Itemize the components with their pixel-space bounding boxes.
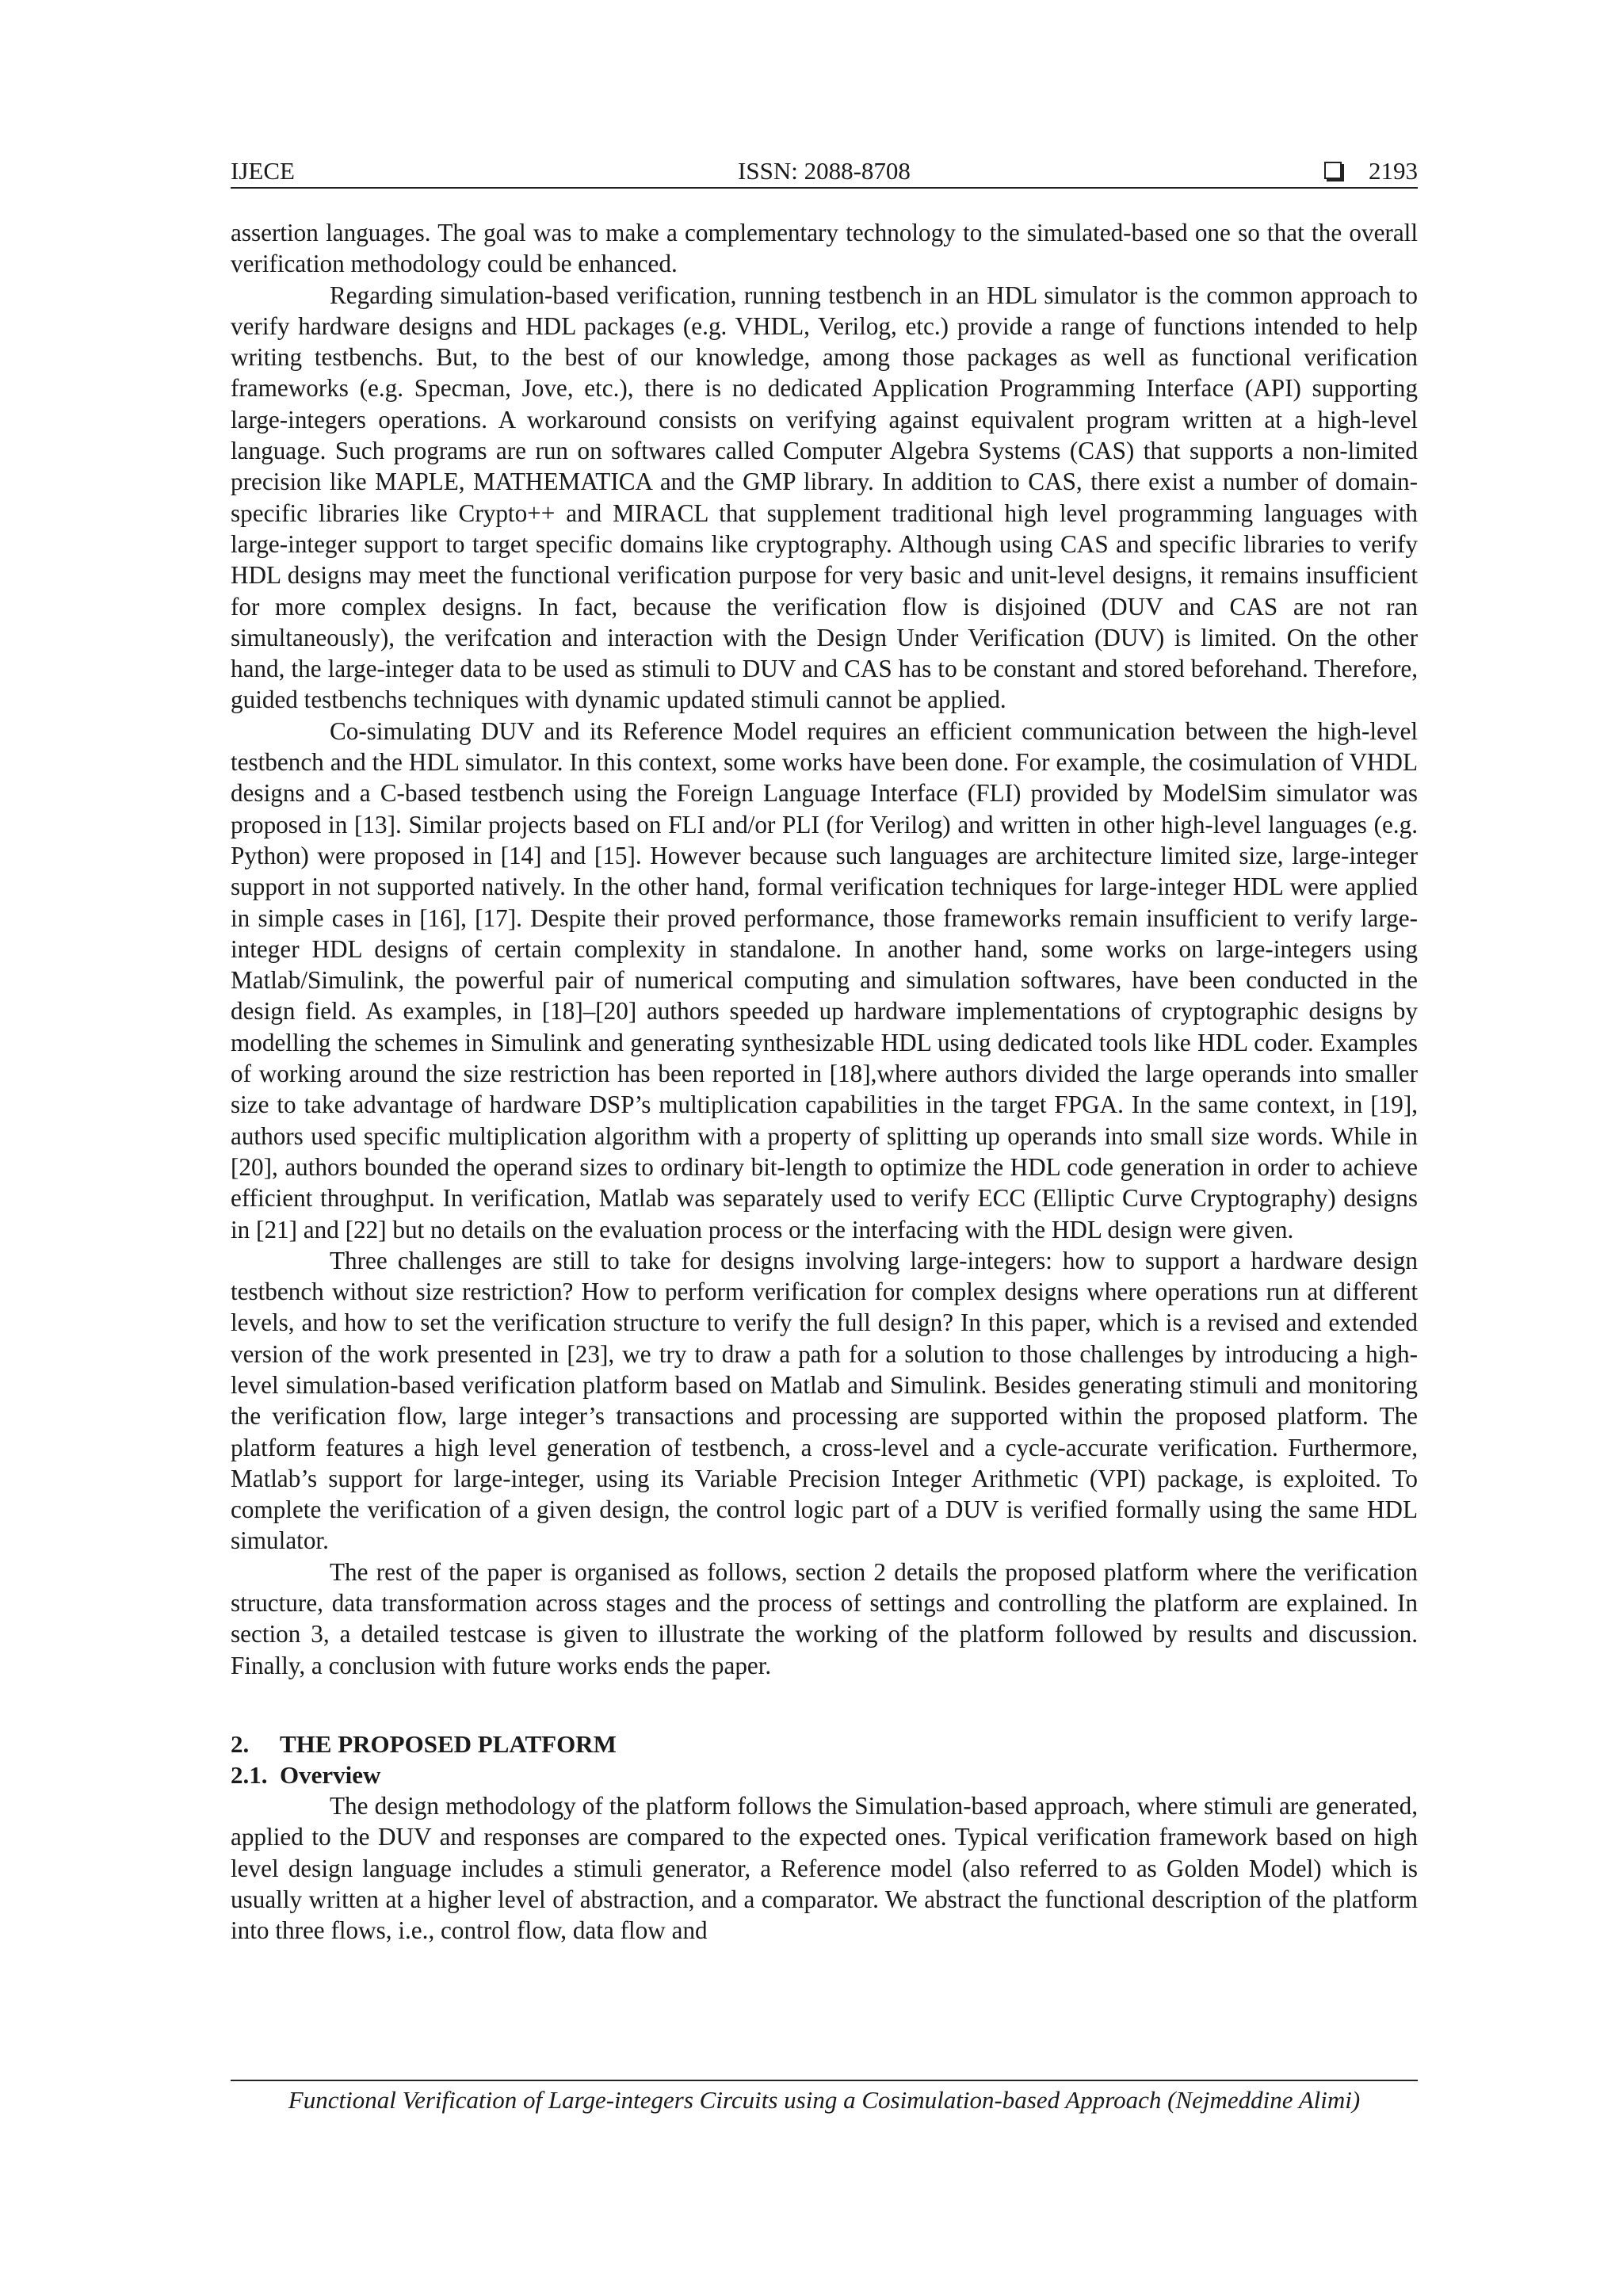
subsection-heading xyxy=(231,1759,1418,1790)
paragraph: Three challenges are still to take for designs involving large-integers: how to support a hardware design testbench without size restriction? How to perform verification for complex designs where operations run at different levels, and how to set the verification structure to verify the full design? In this paper, which is a revised and extended version of the work presented in [23], we try to draw a path for a solution to those challenges by introducing a high-level simulation-based verification platform based on Matlab and Simulink. Besides generating stimuli and monitoring the verification flow, large integer’s transactions and processing are supported within the proposed platform. The platform features a high level generation of testbench, a cross-level and a cycle-accurate verification. Furthermore, Matlab’s support for large-integer, using its Variable Precision Integer Arithmetic (VPI) package, is exploited. To complete the verification of a given design, the control logic part of a DUV is verified formally using the same HDL simulator. xyxy=(231,1246,1418,1555)
square-bullet-icon xyxy=(1324,162,1342,179)
subsection-number: 2.1. xyxy=(231,1760,268,1789)
page-footer: Functional Verification of Large-integers Circuits using a Cosimulation-based Approach (Nejmeddine Alimi) xyxy=(231,2080,1418,2116)
subsection-title: Overview xyxy=(280,1760,381,1789)
section-heading xyxy=(231,1729,1418,1759)
paragraph: assertion languages. The goal was to make a complementary technology to the simulated-based one so that the overall verification methodology could be enhanced. xyxy=(231,219,1418,278)
paragraph: Co-simulating DUV and its Reference Model requires an efficient communication between the high-level testbench and the HDL simulator. In this context, some works have been done. For example, the cosimulation of VHDL designs and a C-based testbench using the Foreign Language Interface (FLI) provided by ModelSim simulator was proposed in [13]. Similar projects based on FLI and/or PLI (for Verilog) and written in other high-level languages (e.g. Python) were proposed in [14] and [15]. However because such languages are architecture limited size, large-integer support in not supported natively. In the other hand, formal verification techniques for large-integer HDL were applied in simple cases in [16], [17]. Despite their proved performance, those frameworks remain insufficient to verify large-integer HDL designs of certain complexity in standalone. In another hand, some works on large-integers using Matlab/Simulink, the powerful pair of numerical computing and simulation softwares, have been conducted in the design field. As examples, in [18]–[20] authors speeded up hardware implementations of cryptographic designs by modelling the schemes in Simulink and generating synthesizable HDL using dedicated tools like HDL coder. Examples of working around the size restriction has been reported in [18],where authors divided the large operands into smaller size to take advantage of hardware DSP’s multiplication capabilities in the target FPGA. In the same context, in [19], authors used specific multiplication algorithm with a property of splitting up operands into small size words. While in [20], authors bounded the operand sizes to ordinary bit-length to optimize the HDL code generation in order to achieve efficient throughput. In verification, Matlab was separately used to verify ECC (Elliptic Curve Cryptography) designs in [21] and [22] but no details on the evaluation process or the interfacing with the HDL design were given. xyxy=(231,716,1418,1244)
body-text xyxy=(231,217,1418,1946)
section-number: 2. xyxy=(231,1729,250,1758)
paragraph: The design methodology of the platform follows the Simulation-based approach, where stimuli are generated, applied to the DUV and responses are compared to the expected ones. Typical verification framework based on high level design language includes a stimuli generator, a Reference model (also referred to as Golden Model) which is usually written at a higher level of abstraction, and a comparator. We abstract the functional description of the platform into three flows, i.e., control flow, data flow and xyxy=(231,1791,1418,1945)
page-header xyxy=(231,155,1418,189)
issn: ISSN: 2088-8708 xyxy=(738,157,911,185)
page-number: 2193 xyxy=(1369,157,1418,185)
section-title: THE PROPOSED PLATFORM xyxy=(280,1729,617,1758)
journal-name: IJECE xyxy=(231,157,295,185)
paragraph: Regarding simulation-based verification, running testbench in an HDL simulator is the common approach to verify hardware designs and HDL packages (e.g. VHDL, Verilog, etc.) provide a range of functions intended to help writing testbenchs. But, to the best of our knowledge, among those packages as well as functional verification frameworks (e.g. Specman, Jove, etc.), there is no dedicated Application Programming Interface (API) supporting large-integers operations. A workaround consists on verifying against equivalent program written at a high-level language. Such programs are run on softwares called Computer Algebra Systems (CAS) that supports a non-limited precision like MAPLE, MATHEMATICA and the GMP library. In addition to CAS, there exist a number of domain-specific libraries like Crypto++ and MIRACL that supplement traditional high level programming languages with large-integer support to target specific domains like cryptography. Although using CAS and specific libraries to verify HDL designs may meet the functional verification purpose for very basic and unit-level designs, it remains insufficient for more complex designs. In fact, because the verification flow is disjoined (DUV and CAS are not ran simultaneously), the verifcation and interaction with the Design Under Verification (DUV) is limited. On the other hand, the large-integer data to be used as stimuli to DUV and CAS has to be constant and stored beforehand. Therefore, guided testbenchs techniques with dynamic updated stimuli cannot be applied. xyxy=(231,281,1418,714)
paragraph: The rest of the paper is organised as follows, section 2 details the proposed platform where the verification structure, data transformation across stages and the process of settings and controlling the platform are explained. In section 3, a detailed testcase is given to illustrate the working of the platform followed by results and discussion. Finally, a conclusion with future works ends the paper. xyxy=(231,1557,1418,1679)
